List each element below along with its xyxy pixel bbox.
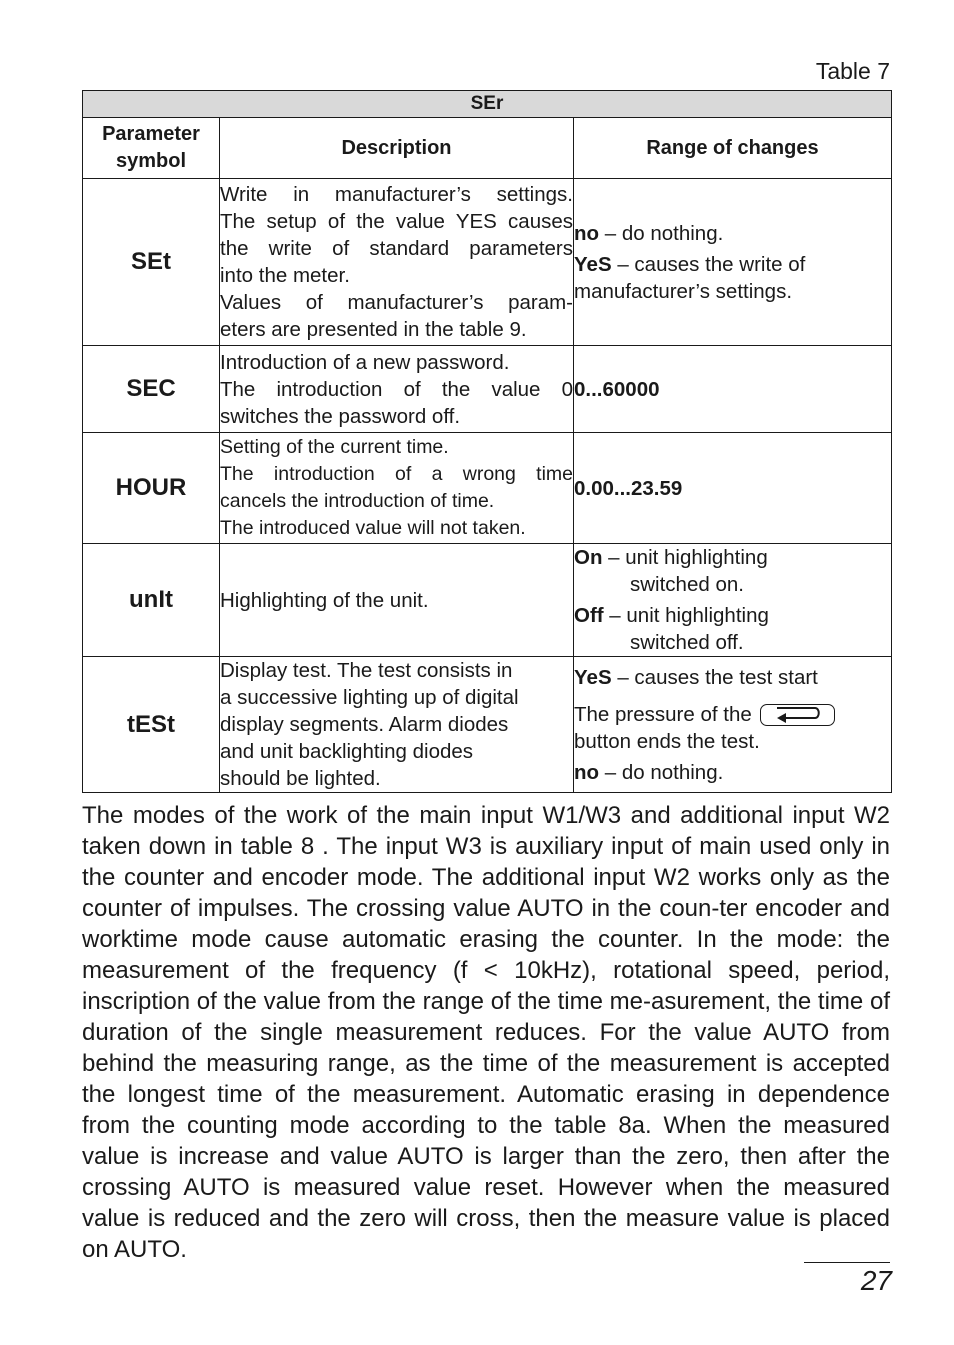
parameters-table [82, 90, 892, 793]
parameter-range: On – unit highlighting switched on. Off – unit highlighting switched off. [574, 544, 892, 657]
parameter-description: Setting of the current time. The introduction of a wrong time cancels the introduction of time. The introduced value will not taken. [220, 433, 574, 544]
table-row [83, 433, 892, 544]
parameter-symbol: HOUR [83, 433, 220, 544]
table-row [83, 657, 892, 793]
header-description: Description [220, 118, 574, 179]
parameter-range: YeS – causes the test start The pressure of the button ends the test. no – do nothing. [574, 657, 892, 793]
table-row [83, 179, 892, 346]
parameter-description: Introduction of a new password. The introduction of the value 0 switches the password off. [220, 346, 574, 433]
body-paragraph: The modes of the work of the main input W1/W3 and additional input W2 taken down in table 8 . The input W3 is auxiliary input of main used only in the counter and encoder mode. The additional input W2 works only as the counter of impulses. The crossing value AUTO in the coun-ter encoder and worktime mode cause automatic erasing the counter. In the mode: the measurement of the frequency (f < 10kHz), rotational speed, period, inscription of the value from the range of the time me-asurement, the time of duration of the single measurement reduces. For the value AUTO from behind the measuring range, as the time of the measurement is accepted the longest time of the measurement. Automatic erasing in dependence from the counting mode according to the table 8a. When the measured value is increase and value AUTO is larger than the zero, then after the crossing AUTO is measured value reset. However when the measured value is reduced and the zero will cross, then the measure value is placed on AUTO. [82, 802, 890, 1263]
parameter-description: Display test. The test consists in a successive lighting up of digital display segments. Alarm diodes and unit backlighting diodes should be lighted. [220, 657, 574, 793]
parameter-range: no – do nothing. YeS – causes the write of manufacturer’s settings. [574, 179, 892, 346]
footer-rule [804, 1262, 890, 1263]
header-parameter-symbol: Parameter symbol [83, 118, 220, 179]
table-caption: Table 7 [815, 58, 890, 84]
parameter-range: 0.00...23.59 [574, 433, 892, 544]
parameter-symbol: SEC [83, 346, 220, 433]
table-row [83, 544, 892, 657]
parameter-range: 0...60000 [574, 346, 892, 433]
table-row [83, 346, 892, 433]
enter-key-icon [760, 704, 835, 726]
column-header-row [83, 118, 892, 179]
parameter-description: Write in manufacturer’s settings. The setup of the value YES causes the write of standard parameters into the meter. Values of manufacturer’s param- eters are presented in the table 9. [220, 179, 574, 346]
page-number: 27 [860, 1265, 892, 1296]
header-range: Range of changes [574, 118, 892, 179]
parameter-symbol: SEt [83, 179, 220, 346]
parameter-description: Highlighting of the unit. [220, 544, 574, 657]
parameter-symbol: unIt [83, 544, 220, 657]
section-header: SEr [83, 91, 892, 118]
parameter-symbol: tESt [83, 657, 220, 793]
